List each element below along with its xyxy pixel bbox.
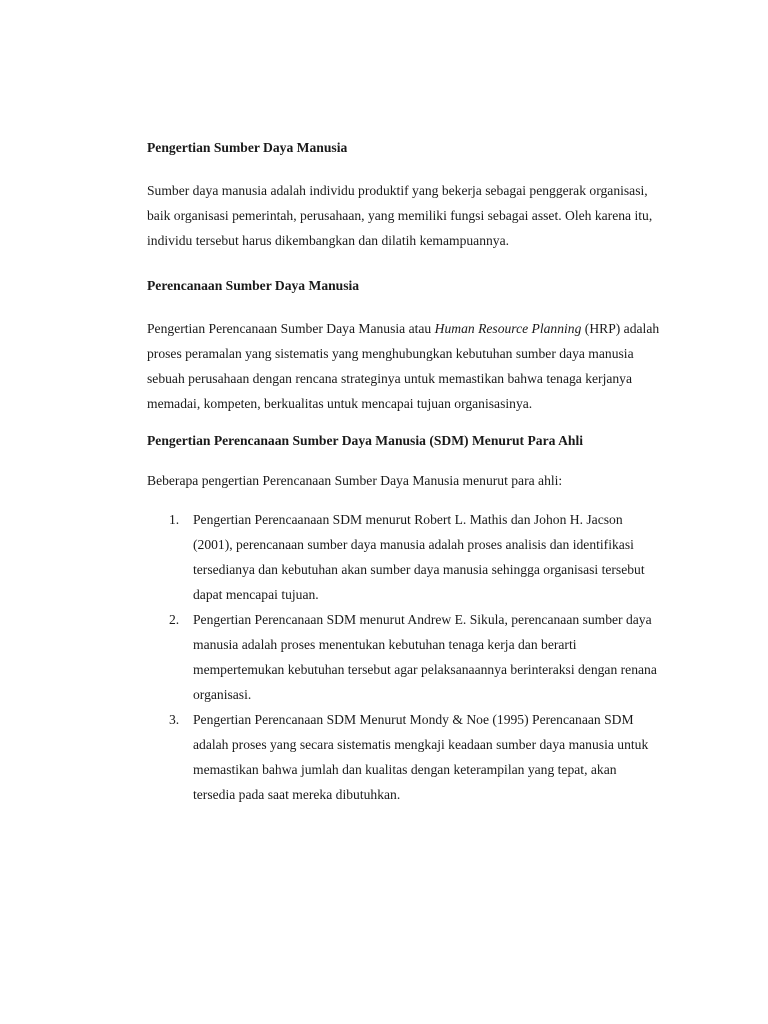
paragraph-hrp-definition bbox=[147, 316, 667, 416]
list-item-number: 3. bbox=[169, 712, 180, 727]
section-heading-perencanaan: Perencanaan Sumber Daya Manusia bbox=[147, 278, 360, 293]
section-heading-sdm: Pengertian Sumber Daya Manusia bbox=[147, 140, 348, 155]
paragraph-hrp-start: Pengertian Perencanaan Sumber Daya Manusia atau bbox=[147, 321, 435, 336]
section-heading-menurut-para-ahli: Pengertian Perencanaan Sumber Daya Manusia (SDM) Menurut Para Ahli bbox=[147, 433, 583, 448]
list-item-text: Pengertian Perencanaan SDM Menurut Mondy & Noe (1995) Perencanaan SDM adalah proses yang secara sistematis mengkaji keadaan sumber daya manusia untuk memastikan bahwa jumlah dan kualitas dengan keterampilan yang tepat, akan tersedia pada saat mereka dibutuhkan. bbox=[193, 712, 649, 802]
paragraph-hrp-italic-term: Human Resource Planning bbox=[434, 321, 582, 336]
list-item-text: Pengertian Perencanaan SDM menurut Andrew E. Sikula, perencanaan sumber daya manusia adalah proses menentukan kebutuhan tenaga kerja dan berarti mempertemukan kebutuhan tersebut agar pelaksanaannya berinteraksi dengan renana organisasi. bbox=[193, 612, 657, 702]
document-page bbox=[147, 127, 667, 807]
paragraph-intro-para-ahli: Beberapa pengertian Perencanaan Sumber Daya Manusia menurut para ahli: bbox=[147, 473, 563, 488]
list-item bbox=[147, 607, 667, 707]
list-item bbox=[147, 507, 667, 607]
paragraph-hrp-end: (HRP) adalah proses peramalan yang sistematis yang menghubungkan kebutuhan sumber daya manusia sebuah perusahaan dengan rencana strateginya untuk memastikan bahwa tenaga kerjanya memadai, kompeten, berkualitas untuk mencapai tujuan organisasinya. bbox=[147, 321, 660, 411]
list-item-number: 2. bbox=[169, 612, 180, 627]
paragraph-sdm-definition: Sumber daya manusia adalah individu produktif yang bekerja sebagai penggerak organisasi, baik organisasi pemerintah, perusahaan, yang memiliki fungsi sebagai asset. Oleh karena itu, individu tersebut harus dikembangkan dan dilatih kemampuannya. bbox=[147, 183, 653, 248]
expert-definitions-list bbox=[147, 507, 667, 807]
list-item-number: 1. bbox=[169, 512, 180, 527]
list-item bbox=[147, 707, 667, 807]
list-item-text: Pengertian Perencaanaan SDM menurut Robert L. Mathis dan Johon H. Jacson (2001), perencanaan sumber daya manusia adalah proses analisis dan identifikasi tersedianya dan kebutuhan akan sumber daya manusia sehingga organisasi tersebut dapat mencapai tujuan. bbox=[193, 512, 645, 602]
